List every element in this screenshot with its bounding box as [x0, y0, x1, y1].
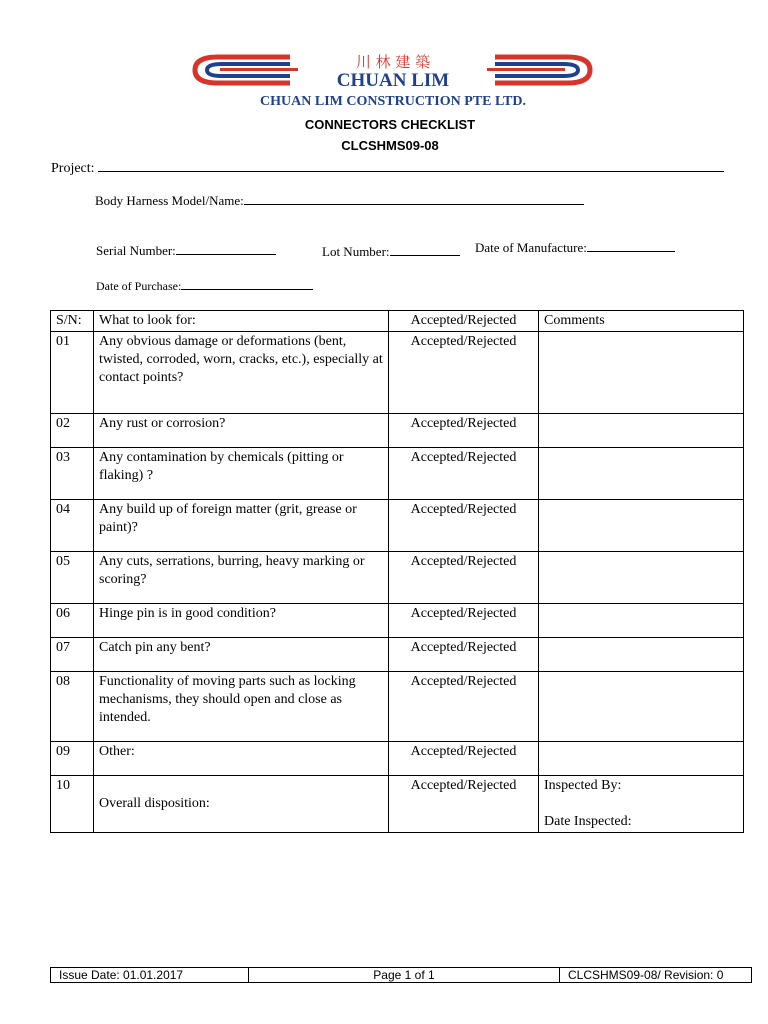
footer-revision: CLCSHMS09-08/ Revision: 0	[560, 968, 752, 983]
header-what-to-look-for: What to look for:	[94, 311, 389, 332]
table-row	[51, 638, 744, 672]
row-item: Overall disposition:	[94, 776, 389, 833]
harness-model-label: Body Harness Model/Name:	[95, 193, 244, 208]
inspected-by-label: Inspected By:	[544, 778, 622, 793]
harness-model-field[interactable]	[95, 192, 584, 209]
date-inspected-label: Date Inspected:	[544, 814, 632, 829]
row-status[interactable]: Accepted/Rejected	[389, 500, 539, 552]
row-status[interactable]: Accepted/Rejected	[389, 414, 539, 448]
checklist-table	[50, 310, 744, 833]
lot-number-input-line[interactable]	[390, 243, 460, 256]
harness-model-input-line[interactable]	[244, 192, 584, 205]
row-sn: 07	[51, 638, 94, 672]
row-status[interactable]: Accepted/Rejected	[389, 638, 539, 672]
serial-number-input-line[interactable]	[176, 242, 276, 255]
row-item: Any build up of foreign matter (grit, grease or paint)?	[94, 500, 389, 552]
date-of-manufacture-label: Date of Manufacture:	[475, 240, 587, 255]
row-item: Functionality of moving parts such as locking mechanisms, they should open and close as intended.	[94, 672, 389, 742]
table-row	[51, 742, 744, 776]
row-sn: 05	[51, 552, 94, 604]
table-row	[51, 448, 744, 500]
row-item: Any cuts, serrations, burring, heavy marking or scoring?	[94, 552, 389, 604]
table-row	[51, 776, 744, 833]
row-sn: 08	[51, 672, 94, 742]
row-item: Hinge pin is in good condition?	[94, 604, 389, 638]
lot-number-label: Lot Number:	[322, 244, 390, 259]
row-status[interactable]: Accepted/Rejected	[389, 552, 539, 604]
row-sn: 04	[51, 500, 94, 552]
row-status[interactable]: Accepted/Rejected	[389, 776, 539, 833]
row-item: Catch pin any bent?	[94, 638, 389, 672]
row-status[interactable]: Accepted/Rejected	[389, 448, 539, 500]
row-status[interactable]: Accepted/Rejected	[389, 672, 539, 742]
document-footer	[50, 967, 752, 983]
row-item: Any obvious damage or deformations (bent, twisted, corroded, worn, cracks, etc.), especially at contact points?	[94, 332, 389, 414]
project-label: Project:	[51, 161, 95, 176]
row-item: Other:	[94, 742, 389, 776]
date-of-purchase-input-line[interactable]	[181, 277, 313, 290]
document-code: CLCSHMS09-08	[341, 138, 439, 153]
table-header-row	[51, 311, 744, 332]
project-input-line[interactable]	[98, 159, 724, 172]
row-sn: 03	[51, 448, 94, 500]
row-sn: 10	[51, 776, 94, 833]
footer-issue-date: Issue Date: 01.01.2017	[51, 968, 249, 983]
logo-full-name: CHUAN LIM CONSTRUCTION PTE LTD.	[260, 94, 526, 108]
row-comment[interactable]	[539, 500, 744, 552]
row-comment[interactable]	[539, 604, 744, 638]
logo-short-name: CHUAN LIM	[336, 70, 450, 91]
table-row	[51, 672, 744, 742]
date-of-purchase-field[interactable]	[96, 277, 313, 294]
date-of-manufacture-input-line[interactable]	[587, 239, 675, 252]
logo-chinese-name: 川 林 建 築	[355, 53, 431, 71]
row-comment[interactable]	[539, 448, 744, 500]
row-status[interactable]: Accepted/Rejected	[389, 742, 539, 776]
serial-number-label: Serial Number:	[96, 243, 176, 258]
company-logo	[190, 50, 595, 108]
date-of-manufacture-field[interactable]	[475, 239, 675, 256]
row-item: Any contamination by chemicals (pitting or flaking) ?	[94, 448, 389, 500]
row-item: Any rust or corrosion?	[94, 414, 389, 448]
table-row	[51, 552, 744, 604]
header-accepted-rejected: Accepted/Rejected	[389, 311, 539, 332]
table-row	[51, 332, 744, 414]
row-sn: 01	[51, 332, 94, 414]
header-sn: S/N:	[51, 311, 94, 332]
footer-page-number: Page 1 of 1	[249, 968, 560, 983]
row-comment[interactable]	[539, 414, 744, 448]
row-comment[interactable]	[539, 776, 744, 833]
row-comment[interactable]	[539, 332, 744, 414]
table-row	[51, 414, 744, 448]
date-of-purchase-label: Date of Purchase:	[96, 279, 182, 293]
row-status[interactable]: Accepted/Rejected	[389, 332, 539, 414]
row-comment[interactable]	[539, 638, 744, 672]
row-comment[interactable]	[539, 552, 744, 604]
lot-number-field[interactable]	[322, 243, 460, 260]
row-status[interactable]: Accepted/Rejected	[389, 604, 539, 638]
row-sn: 09	[51, 742, 94, 776]
table-row	[51, 500, 744, 552]
document-title: CONNECTORS CHECKLIST	[304, 117, 476, 132]
header-comments: Comments	[539, 311, 744, 332]
row-sn: 06	[51, 604, 94, 638]
row-sn: 02	[51, 414, 94, 448]
row-comment[interactable]	[539, 742, 744, 776]
serial-number-field[interactable]	[96, 242, 276, 259]
row-comment[interactable]	[539, 672, 744, 742]
table-row	[51, 604, 744, 638]
logo-graphic	[190, 50, 595, 108]
project-field[interactable]	[51, 159, 724, 177]
